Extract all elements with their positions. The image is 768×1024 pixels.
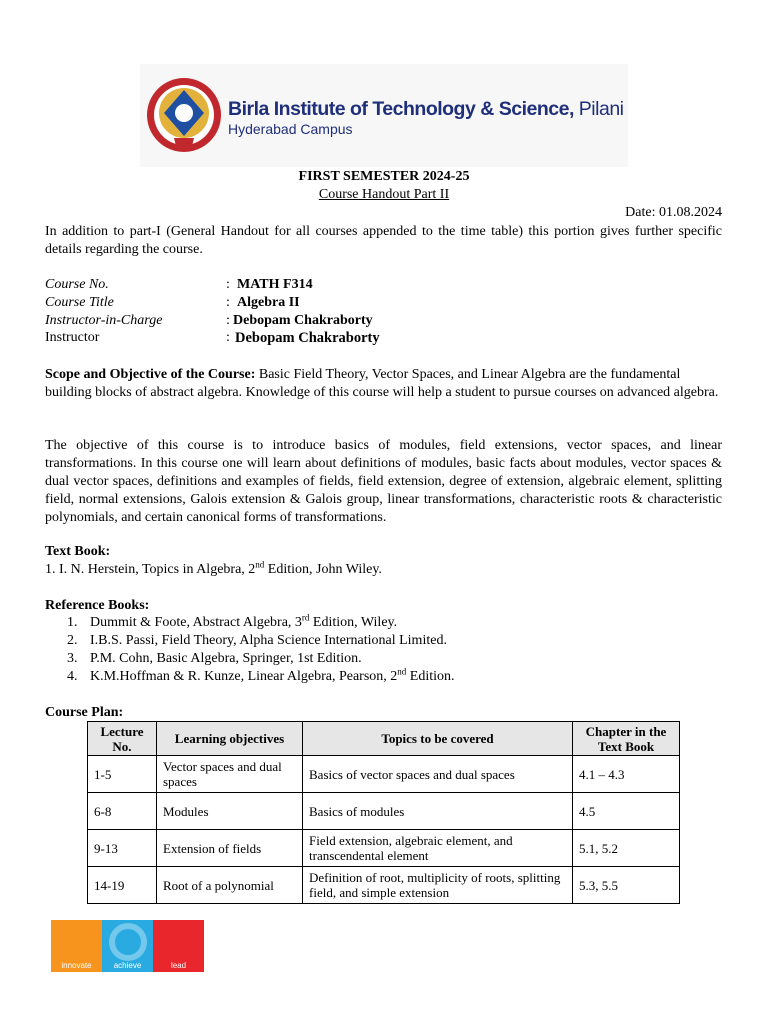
reference-books-list: [67, 614, 455, 686]
table-cell: Basics of modules: [303, 793, 573, 830]
campus-name: Hyderabad Campus: [228, 121, 353, 137]
list-item: 1. Dummit & Foote, Abstract Algebra, 3rd Edition, Wiley.: [67, 612, 398, 630]
table-cell: 5.3, 5.5: [573, 867, 680, 904]
course-info-row: Course No. : MATH F314: [45, 277, 313, 292]
text-book-item: 1. I. N. Herstein, Topics in Algebra, 2nd Edition, John Wiley.: [45, 559, 382, 577]
table-cell: 6-8: [88, 793, 157, 830]
logo-segment-lead: lead: [153, 920, 204, 972]
column-header: Topics to be covered: [303, 722, 573, 756]
table-row: [88, 756, 680, 793]
handout-subtitle: Course Handout Part II: [318, 187, 450, 202]
column-header: Lecture No.: [88, 722, 157, 756]
table-cell: 4.5: [573, 793, 680, 830]
table-row: [88, 867, 680, 904]
logo-segment-achieve: achieve: [102, 920, 153, 972]
column-header: Chapter in the Text Book: [573, 722, 680, 756]
table-cell: Field extension, algebraic element, and transcendental element: [303, 830, 573, 867]
list-item: 4. K.M.Hoffman & R. Kunze, Linear Algebra, Pearson, 2nd Edition.: [67, 666, 455, 684]
scope-paragraph: Scope and Objective of the Course: Basic Field Theory, Vector Spaces, and Linear Algebra are the fundamental building blocks of abstract algebra. Knowledge of this course will help a student to pursue courses on advanced algebra.: [45, 367, 719, 400]
table-cell: 1-5: [88, 756, 157, 793]
course-info-row: Course Title : Algebra II: [45, 295, 300, 310]
table-cell: Modules: [157, 793, 303, 830]
table-row: [88, 793, 680, 830]
table-header-row: [88, 722, 680, 756]
logo-segment-innovate: innovate: [51, 920, 102, 972]
table-cell: 4.1 – 4.3: [573, 756, 680, 793]
list-item: 3. P.M. Cohn, Basic Algebra, Springer, 1st Edition.: [67, 651, 362, 666]
text-book-heading: Text Book:: [45, 544, 111, 559]
course-info-row: Instructor-in-Charge : Debopam Chakraborty: [45, 313, 373, 328]
table-row: [88, 830, 680, 867]
institute-seal-icon: [146, 76, 222, 154]
column-header: Learning objectives: [157, 722, 303, 756]
intro-paragraph: In addition to part-I (General Handout for all courses appended to the time table) this portion gives further specific details regarding the course.: [45, 224, 722, 257]
table-cell: Vector spaces and dual spaces: [157, 756, 303, 793]
handout-date: Date: 01.08.2024: [625, 205, 722, 220]
footer-logo: [51, 920, 204, 972]
institute-name: Birla Institute of Technology & Science, Pilani: [228, 98, 624, 120]
objective-paragraph: The objective of this course is to introduce basics of modules, field extensions, vector spaces, and linear transformations. In this course one will learn about definitions of modules, basic facts about modules, vector spaces & dual vector spaces, definitions and examples of fields, field extension, degree of extension, algebraic element, splitting field, normal extensions, Galois extension & Galois group, linear transformations, characteristic roots & characteristic polynomials, and certain canonical forms of transformations.: [45, 438, 722, 525]
table-cell: Basics of vector spaces and dual spaces: [303, 756, 573, 793]
table-cell: Root of a polynomial: [157, 867, 303, 904]
reference-books-heading: Reference Books:: [45, 598, 150, 613]
course-plan-table: [87, 721, 680, 904]
table-cell: Extension of fields: [157, 830, 303, 867]
institute-header: [140, 64, 628, 167]
course-plan-heading: Course Plan:: [45, 705, 124, 720]
semester-title: FIRST SEMESTER 2024-25: [298, 169, 470, 184]
table-cell: Definition of root, multiplicity of roots, splitting field, and simple extension: [303, 867, 573, 904]
list-item: 2. I.B.S. Passi, Field Theory, Alpha Science International Limited.: [67, 633, 447, 648]
table-cell: 14-19: [88, 867, 157, 904]
table-cell: 9-13: [88, 830, 157, 867]
course-info-row: Instructor : Debopam Chakraborty: [45, 330, 380, 346]
table-cell: 5.1, 5.2: [573, 830, 680, 867]
